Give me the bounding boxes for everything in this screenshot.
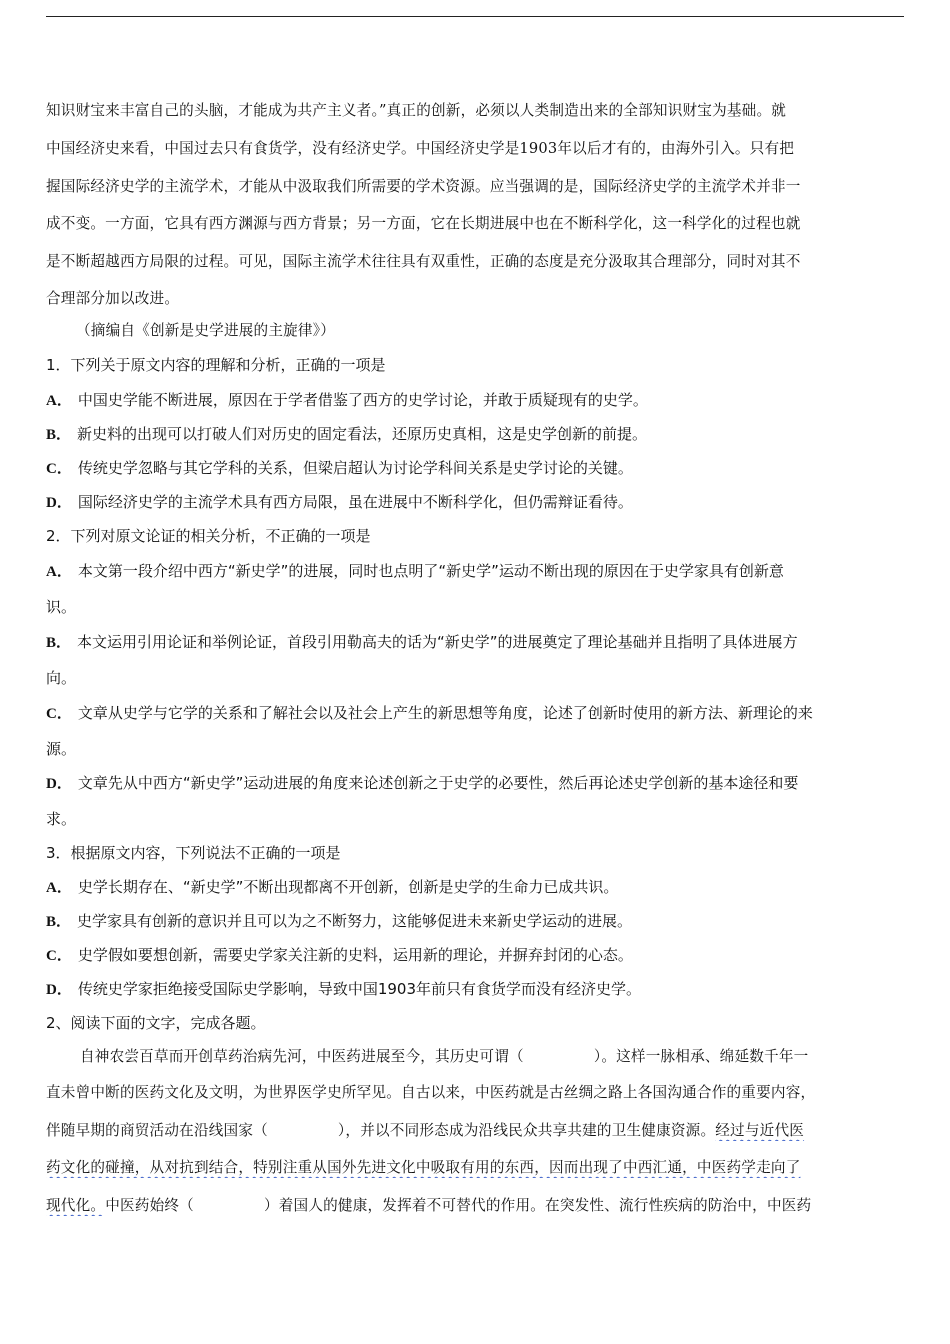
passage-line: 是不断超越西方局限的过程。可见，国际主流学术往往具有双重性，正确的态度是充分汲取其合理部分，同时对其不: [46, 253, 801, 270]
option-letter: C．: [46, 948, 72, 964]
text-run: ）着国人的健康，发挥着不可替代的作用。在突发性、流行性疾病的防治中，中医药: [263, 1197, 812, 1214]
q2-option-a-cont: 识。: [46, 598, 77, 616]
option-letter: A．: [46, 880, 72, 896]
q2-option-b: [46, 632, 906, 653]
q3-option-d: [46, 979, 906, 1000]
option-text: 本文第一段介绍中西方“新史学”的进展，同时也点明了“新史学”运动不断出现的原因在于史学家具有创新意: [77, 562, 784, 580]
passage-line: 合理部分加以改进。: [46, 290, 180, 307]
option-letter: A．: [46, 393, 72, 409]
q3-option-b: [46, 911, 906, 932]
option-letter: C．: [46, 706, 72, 722]
passage-source: （摘编自《创新是史学进展的主旋律》）: [76, 322, 335, 339]
option-letter: D．: [46, 495, 72, 511]
q2-option-c: [46, 703, 906, 724]
passage-line: 成不变。一方面，它具有西方渊源与西方背景；另一方面，它在长期进展中也在不断科学化，这一科学化的过程也就: [46, 215, 801, 232]
q2-option-c-cont: 源。: [46, 740, 77, 758]
passage-line: 知识财宝来丰富自己的头脑，才能成为共产主义者。”真正的创新，必须以人类制造出来的全部知识财宝为基础。就: [46, 102, 787, 119]
wavy-underlined-text: 现代化。: [46, 1197, 106, 1214]
section2-line: 直未曾中断的医药文化及文明，为世界医学史所罕见。自古以来，中医药就是古丝绸之路上各国沟通合作的重要内容，: [46, 1084, 816, 1101]
text-run: 伴随早期的商贸活动在沿线国家（: [46, 1122, 268, 1139]
q2-option-d: [46, 773, 906, 794]
section2-line: [46, 1158, 906, 1178]
section2-line: [46, 1121, 906, 1141]
option-letter: D．: [46, 776, 72, 792]
option-text: 本文运用引用论证和举例论证，首段引用勒高夫的话为“新史学”的进展奠定了理论基础并且指明了具体进展方: [77, 633, 798, 651]
option-text: 新史料的出现可以打破人们对历史的固定看法，还原历史真相，这是史学创新的前提。: [77, 425, 648, 443]
header-rule: [46, 16, 904, 17]
text-run: 中医药始终（: [105, 1197, 194, 1214]
option-text: 中国史学能不断进展，原因在于学者借鉴了西方的史学讨论，并敢于质疑现有的史学。: [77, 391, 648, 409]
wavy-underlined-text: 药文化的碰撞，从对抗到结合，特别注重从国外先进文化中吸取有用的东西，因而出现了中西汇通，中医药学走向了: [46, 1159, 801, 1176]
q2-option-b-cont: 向。: [46, 669, 77, 687]
option-text: 文章从史学与它学的关系和了解社会以及社会上产生的新思想等角度，论述了创新时使用的新方法、新理论的来: [77, 704, 813, 722]
text-run: ）。这样一脉相承、绵延数千年一: [593, 1048, 809, 1065]
text-run: 自神农尝百草而开创草药治病先河，中医药进展至今，其历史可谓（: [80, 1048, 524, 1065]
section2-line: [46, 1196, 906, 1216]
q3-option-a: [46, 877, 906, 898]
option-letter: B．: [46, 914, 72, 930]
option-letter: C．: [46, 461, 72, 477]
option-letter: A．: [46, 564, 72, 580]
q2-option-a: [46, 561, 906, 582]
q1-option-c: [46, 458, 906, 479]
q3-option-c: [46, 945, 906, 966]
option-letter: D．: [46, 982, 72, 998]
option-text: 传统史学忽略与其它学科的关系，但梁启超认为讨论学科间关系是史学讨论的关键。: [77, 459, 633, 477]
option-text: 文章先从中西方“新史学”运动进展的角度来论述创新之于史学的必要性，然后再论述史学创新的基本途径和要: [77, 774, 799, 792]
q2-stem: 2．下列对原文论证的相关分析，不正确的一项是: [46, 527, 371, 545]
q1-option-d: [46, 492, 906, 513]
option-text: 史学长期存在、“新史学”不断出现都离不开创新，创新是史学的生命力已成共识。: [77, 878, 619, 896]
q1-option-a: [46, 390, 906, 411]
section2-heading: 2、阅读下面的文字，完成各题。: [46, 1014, 266, 1032]
q3-stem: 3．根据原文内容，下列说法不正确的一项是: [46, 844, 341, 862]
passage-line: 中国经济史来看，中国过去只有食货学，没有经济史学。中国经济史学是1903年以后才有的，由海外引入。只有把: [46, 140, 795, 157]
section2-line: [80, 1047, 906, 1067]
option-letter: B．: [46, 427, 72, 443]
q1-stem: 1．下列关于原文内容的理解和分析，正确的一项是: [46, 356, 386, 374]
option-text: 传统史学家拒绝接受国际史学影响，导致中国1903年前只有食货学而没有经济史学。: [77, 980, 642, 998]
option-text: 史学假如要想创新，需要史学家关注新的史料，运用新的理论，并摒弃封闭的心态。: [77, 946, 633, 964]
passage-line: 握国际经济史学的主流学术，才能从中汲取我们所需要的学术资源。应当强调的是，国际经济史学的主流学术并非一: [46, 178, 801, 195]
option-letter: B．: [46, 635, 72, 651]
q2-option-d-cont: 求。: [46, 810, 77, 828]
text-run: ），并以不同形态成为沿线民众共享共建的卫生健康资源。: [337, 1122, 716, 1139]
option-text: 史学家具有创新的意识并且可以为之不断努力，这能够促进未来新史学运动的进展。: [77, 912, 633, 930]
q1-option-b: [46, 424, 906, 445]
wavy-underlined-text: 经过与近代医: [715, 1122, 805, 1139]
option-text: 国际经济史学的主流学术具有西方局限，虽在进展中不断科学化，但仍需辩证看待。: [77, 493, 633, 511]
